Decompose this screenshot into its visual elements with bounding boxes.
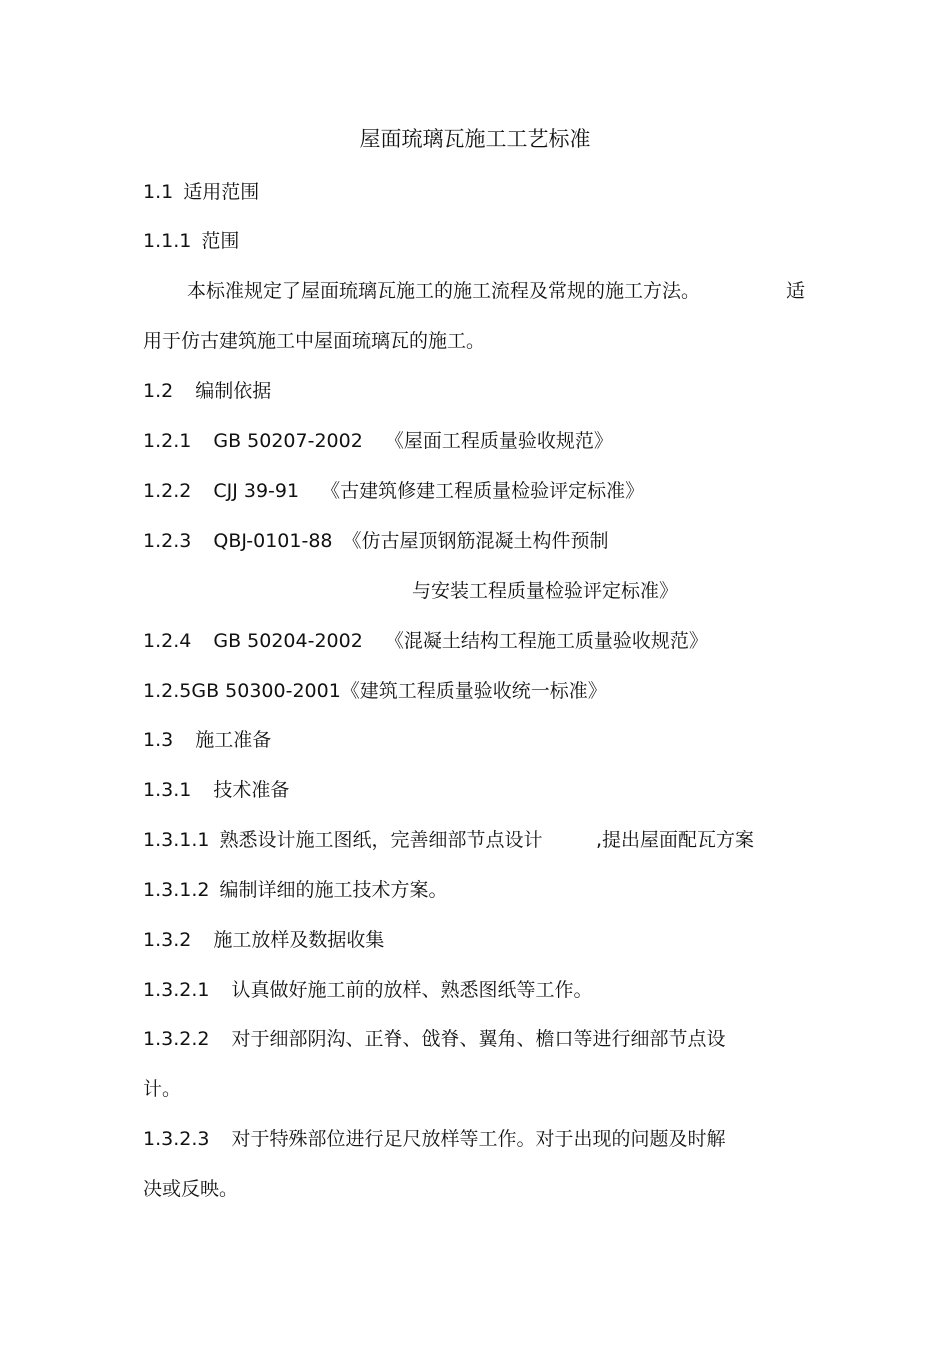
list-item: [143, 1125, 726, 1153]
section-number: 1.3: [143, 729, 174, 751]
reference-text: 1.2.5GB 50300-2001《建筑工程质量验收统一标准》: [143, 680, 607, 702]
reference-item: [143, 627, 708, 655]
section-heading: [143, 178, 259, 206]
list-item-continuation: [143, 1175, 238, 1203]
standard-title: 《混凝土结构工程施工质量验收规范》: [384, 630, 708, 652]
item-text: 编制详细的施工技术方案。: [219, 879, 448, 901]
section-number: 1.3.2.3: [143, 1128, 210, 1150]
list-item-tail: [596, 826, 754, 854]
paragraph-text: 适: [786, 280, 806, 302]
standard-title: 《屋面工程质量验收规范》: [384, 430, 613, 452]
item-text: 决或反映。: [143, 1178, 239, 1200]
section-number: 1.2.3: [143, 530, 192, 552]
item-text: ,提出屋面配瓦方案: [596, 829, 755, 851]
paragraph-line: [187, 277, 700, 305]
standard-title: 《古建筑修建工程质量检验评定标准》: [321, 480, 645, 502]
reference-item: [143, 527, 609, 555]
reference-item: [143, 427, 613, 455]
item-text: 熟悉设计施工图纸，完善细部节点设计: [219, 829, 543, 851]
standard-code: QBJ-0101-88: [213, 530, 333, 552]
list-item: [143, 826, 543, 854]
section-title: 施工准备: [195, 729, 272, 751]
section-number: 1.2.1: [143, 430, 192, 452]
reference-item: [143, 477, 644, 505]
section-heading: [143, 726, 271, 754]
list-item-continuation: [143, 1075, 181, 1103]
section-heading: [143, 227, 239, 255]
paragraph-line: [143, 327, 485, 355]
paragraph-text: 本标准规定了屋面琉璃瓦施工的施工流程及常规的施工方法。: [187, 280, 701, 302]
item-text: 对于细部阴沟、正脊、戗脊、翼角、檐口等进行细部节点设: [231, 1028, 726, 1050]
section-number: 1.1: [143, 181, 174, 203]
section-number: 1.2.4: [143, 630, 192, 652]
standard-code: GB 50204-2002: [213, 630, 363, 652]
list-item: [143, 876, 448, 904]
section-heading: [143, 926, 384, 954]
standard-title: 《仿古屋顶钢筋混凝土构件预制: [342, 530, 609, 552]
standard-code: CJJ 39-91: [213, 480, 300, 502]
section-number: 1.2.2: [143, 480, 192, 502]
standard-title: 与安装工程质量检验评定标准》: [412, 580, 679, 602]
section-title: 施工放样及数据收集: [213, 929, 385, 951]
section-title: 技术准备: [213, 779, 290, 801]
item-text: 对于特殊部位进行足尺放样等工作。对于出现的问题及时解: [231, 1128, 726, 1150]
section-heading: [143, 377, 271, 405]
section-number: 1.3.1: [143, 779, 192, 801]
list-item: [143, 1025, 726, 1053]
section-number: 1.1.1: [143, 230, 192, 252]
section-title: 编制依据: [195, 380, 272, 402]
list-item: [143, 976, 593, 1004]
section-number: 1.3.2.1: [143, 979, 210, 1001]
section-number: 1.3.1.2: [143, 879, 210, 901]
standard-code: GB 50207-2002: [213, 430, 363, 452]
document-title: 屋面琉璃瓦施工工艺标准: [359, 127, 591, 151]
reference-item-continuation: [412, 577, 678, 605]
section-number: 1.3.2.2: [143, 1028, 210, 1050]
item-text: 计。: [143, 1078, 182, 1100]
section-title: 范围: [201, 230, 240, 252]
section-title: 适用范围: [183, 181, 260, 203]
section-heading: [143, 776, 289, 804]
section-number: 1.3.2: [143, 929, 192, 951]
reference-item: [143, 677, 607, 705]
paragraph-line-tail: [786, 277, 805, 305]
section-number: 1.2: [143, 380, 174, 402]
section-number: 1.3.1.1: [143, 829, 210, 851]
item-text: 认真做好施工前的放样、熟悉图纸等工作。: [231, 979, 593, 1001]
paragraph-text: 用于仿古建筑施工中屋面琉璃瓦的施工。: [143, 330, 486, 352]
